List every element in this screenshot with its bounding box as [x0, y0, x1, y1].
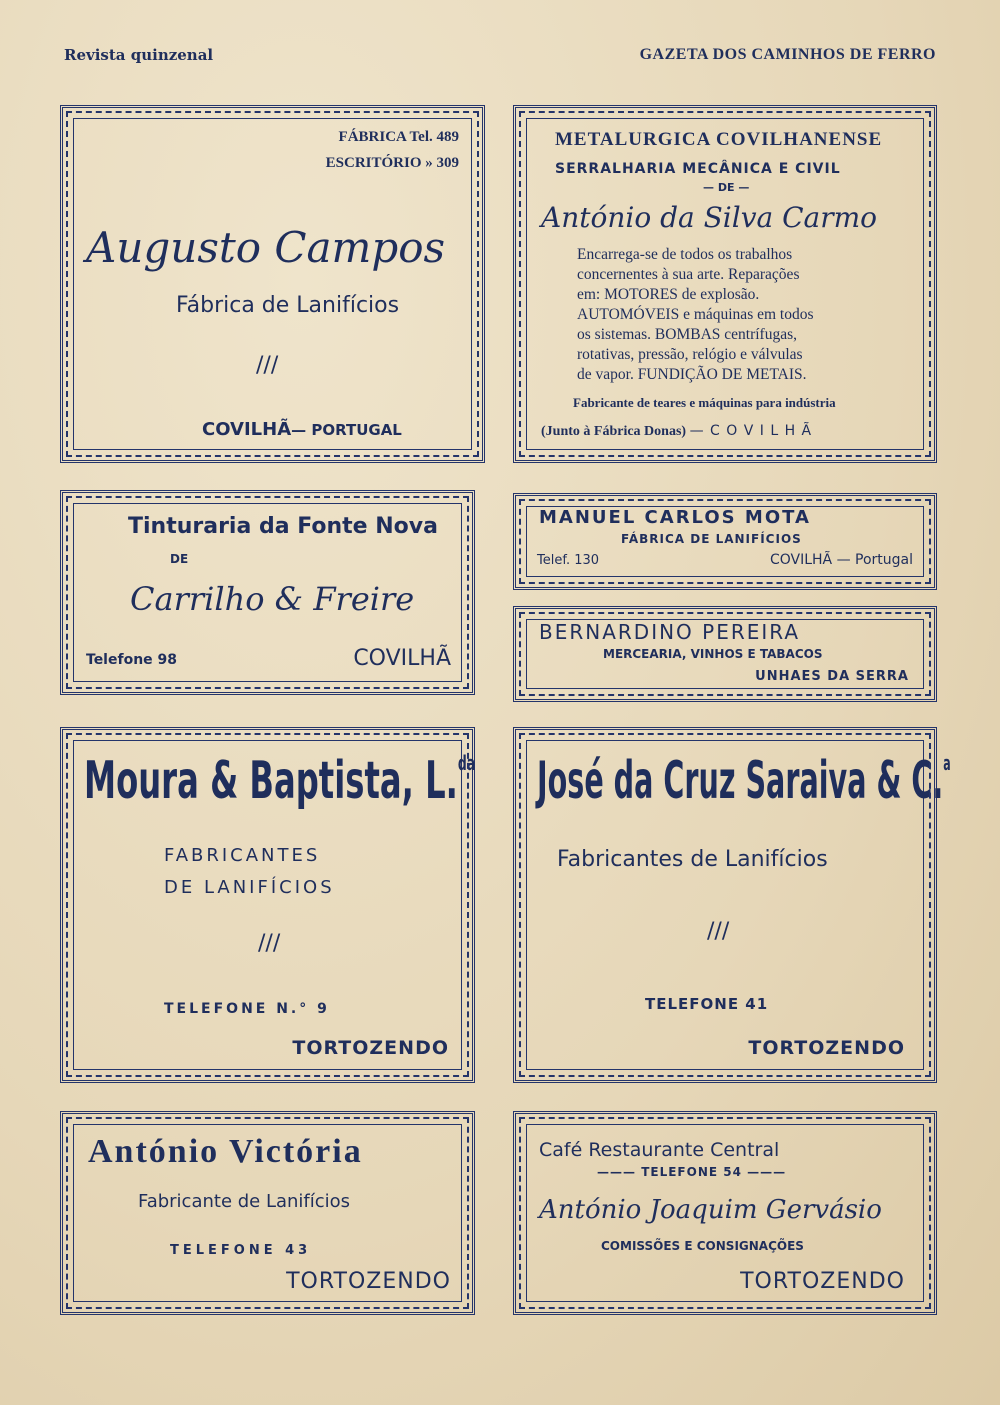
telefone: TELEFONE N.° 9	[164, 1001, 330, 1017]
title: BERNARDINO PEREIRA	[539, 620, 801, 644]
slash-mark: ///	[256, 353, 279, 378]
de-label: DE	[170, 552, 189, 566]
ad-bernardino-pereira	[513, 606, 937, 702]
ad-augusto-campos	[60, 105, 485, 463]
subtitle: Fabricantes de Lanifícios	[557, 847, 828, 872]
escritorio-tel: ESCRITÓRIO » 309	[325, 155, 459, 171]
fabricante-line: Fabricante de teares e máquinas para indústria	[573, 395, 836, 410]
fabrica-tel: FÁBRICA Tel. 489	[338, 129, 459, 145]
city: COVILHÃ — Portugal	[769, 552, 913, 568]
body-text: Encarrega-se de todos os trabalhos concernentes à sua arte. Reparações em: MOTORES de explosão. AUTOMÓVEIS e máquinas em todos os sistemas. BOMBAS centrífugas, rotativas, pressão, relógio e válvulas de vapor. FUNDIÇÃO DE METAIS.	[577, 246, 814, 383]
city: COVILHÃ— PORTUGAL	[202, 419, 402, 440]
ad-tinturaria	[60, 490, 475, 695]
owner-name: António Joaquim Gervásio	[539, 1195, 882, 1225]
telefone: TELEFONE 43	[170, 1243, 312, 1258]
ad-antonio-victoria	[60, 1111, 475, 1315]
city: COVILHÃ	[353, 646, 451, 671]
address-line: (Junto à Fábrica Donas) — C O V I L H Ã	[541, 423, 813, 439]
title: MANUEL CARLOS MOTA	[539, 507, 811, 528]
ad-moura-baptista	[60, 727, 475, 1083]
header-right: GAZETA DOS CAMINHOS DE FERRO	[639, 46, 936, 63]
slash-mark: ///	[258, 931, 281, 956]
subtitle: Fábrica de Lanifícios	[176, 293, 400, 318]
telefone: Telefone 98	[86, 652, 178, 668]
ad-manuel-carlos-mota	[513, 493, 937, 590]
city: TORTOZENDO	[286, 1269, 451, 1294]
ad-metalurgica	[513, 105, 937, 463]
header-left: Revista quinzenal	[64, 46, 214, 64]
ad-cafe-restaurante-central	[513, 1111, 937, 1315]
company-name: António Victória	[88, 1133, 363, 1170]
subtitle: SERRALHARIA MECÂNICA E CIVIL	[555, 161, 841, 177]
slash-mark: ///	[707, 919, 730, 944]
owner-name: António da Silva Carmo	[541, 201, 878, 234]
company-name: Moura & Baptista, L.$^{da}$	[84, 751, 476, 811]
ad-jose-cruz-saraiva	[513, 727, 951, 1083]
title: METALURGICA COVILHANENSE	[555, 129, 883, 150]
line-lanificios: DE LANIFÍCIOS	[164, 877, 335, 898]
subtitle: MERCEARIA, VINHOS E TABACOS	[603, 647, 823, 661]
de-label: — DE —	[703, 181, 750, 194]
telefone: ——— TELEFONE 54 ———	[597, 1165, 787, 1179]
telefone: TELEFONE 41	[645, 995, 769, 1013]
line-fabricantes: FABRICANTES	[164, 845, 321, 866]
place: UNHAES DA SERRA	[755, 669, 909, 684]
subtitle: FÁBRICA DE LANIFÍCIOS	[621, 532, 802, 546]
company-name: José da Cruz Saraiva & C.$^a$	[537, 751, 951, 811]
title: Café Restaurante Central	[539, 1139, 780, 1161]
subtitle: COMISSÕES E CONSIGNAÇÕES	[601, 1239, 804, 1253]
telef: Telef. 130	[537, 553, 600, 568]
title: Tinturaria da Fonte Nova	[128, 514, 438, 539]
city: TORTOZENDO	[748, 1037, 905, 1059]
city: TORTOZENDO	[292, 1037, 449, 1059]
subtitle: Fabricante de Lanifícios	[138, 1191, 351, 1212]
company-name: Augusto Campos	[86, 223, 446, 272]
owner-name: Carrilho & Freire	[130, 580, 415, 618]
city: TORTOZENDO	[740, 1269, 905, 1294]
